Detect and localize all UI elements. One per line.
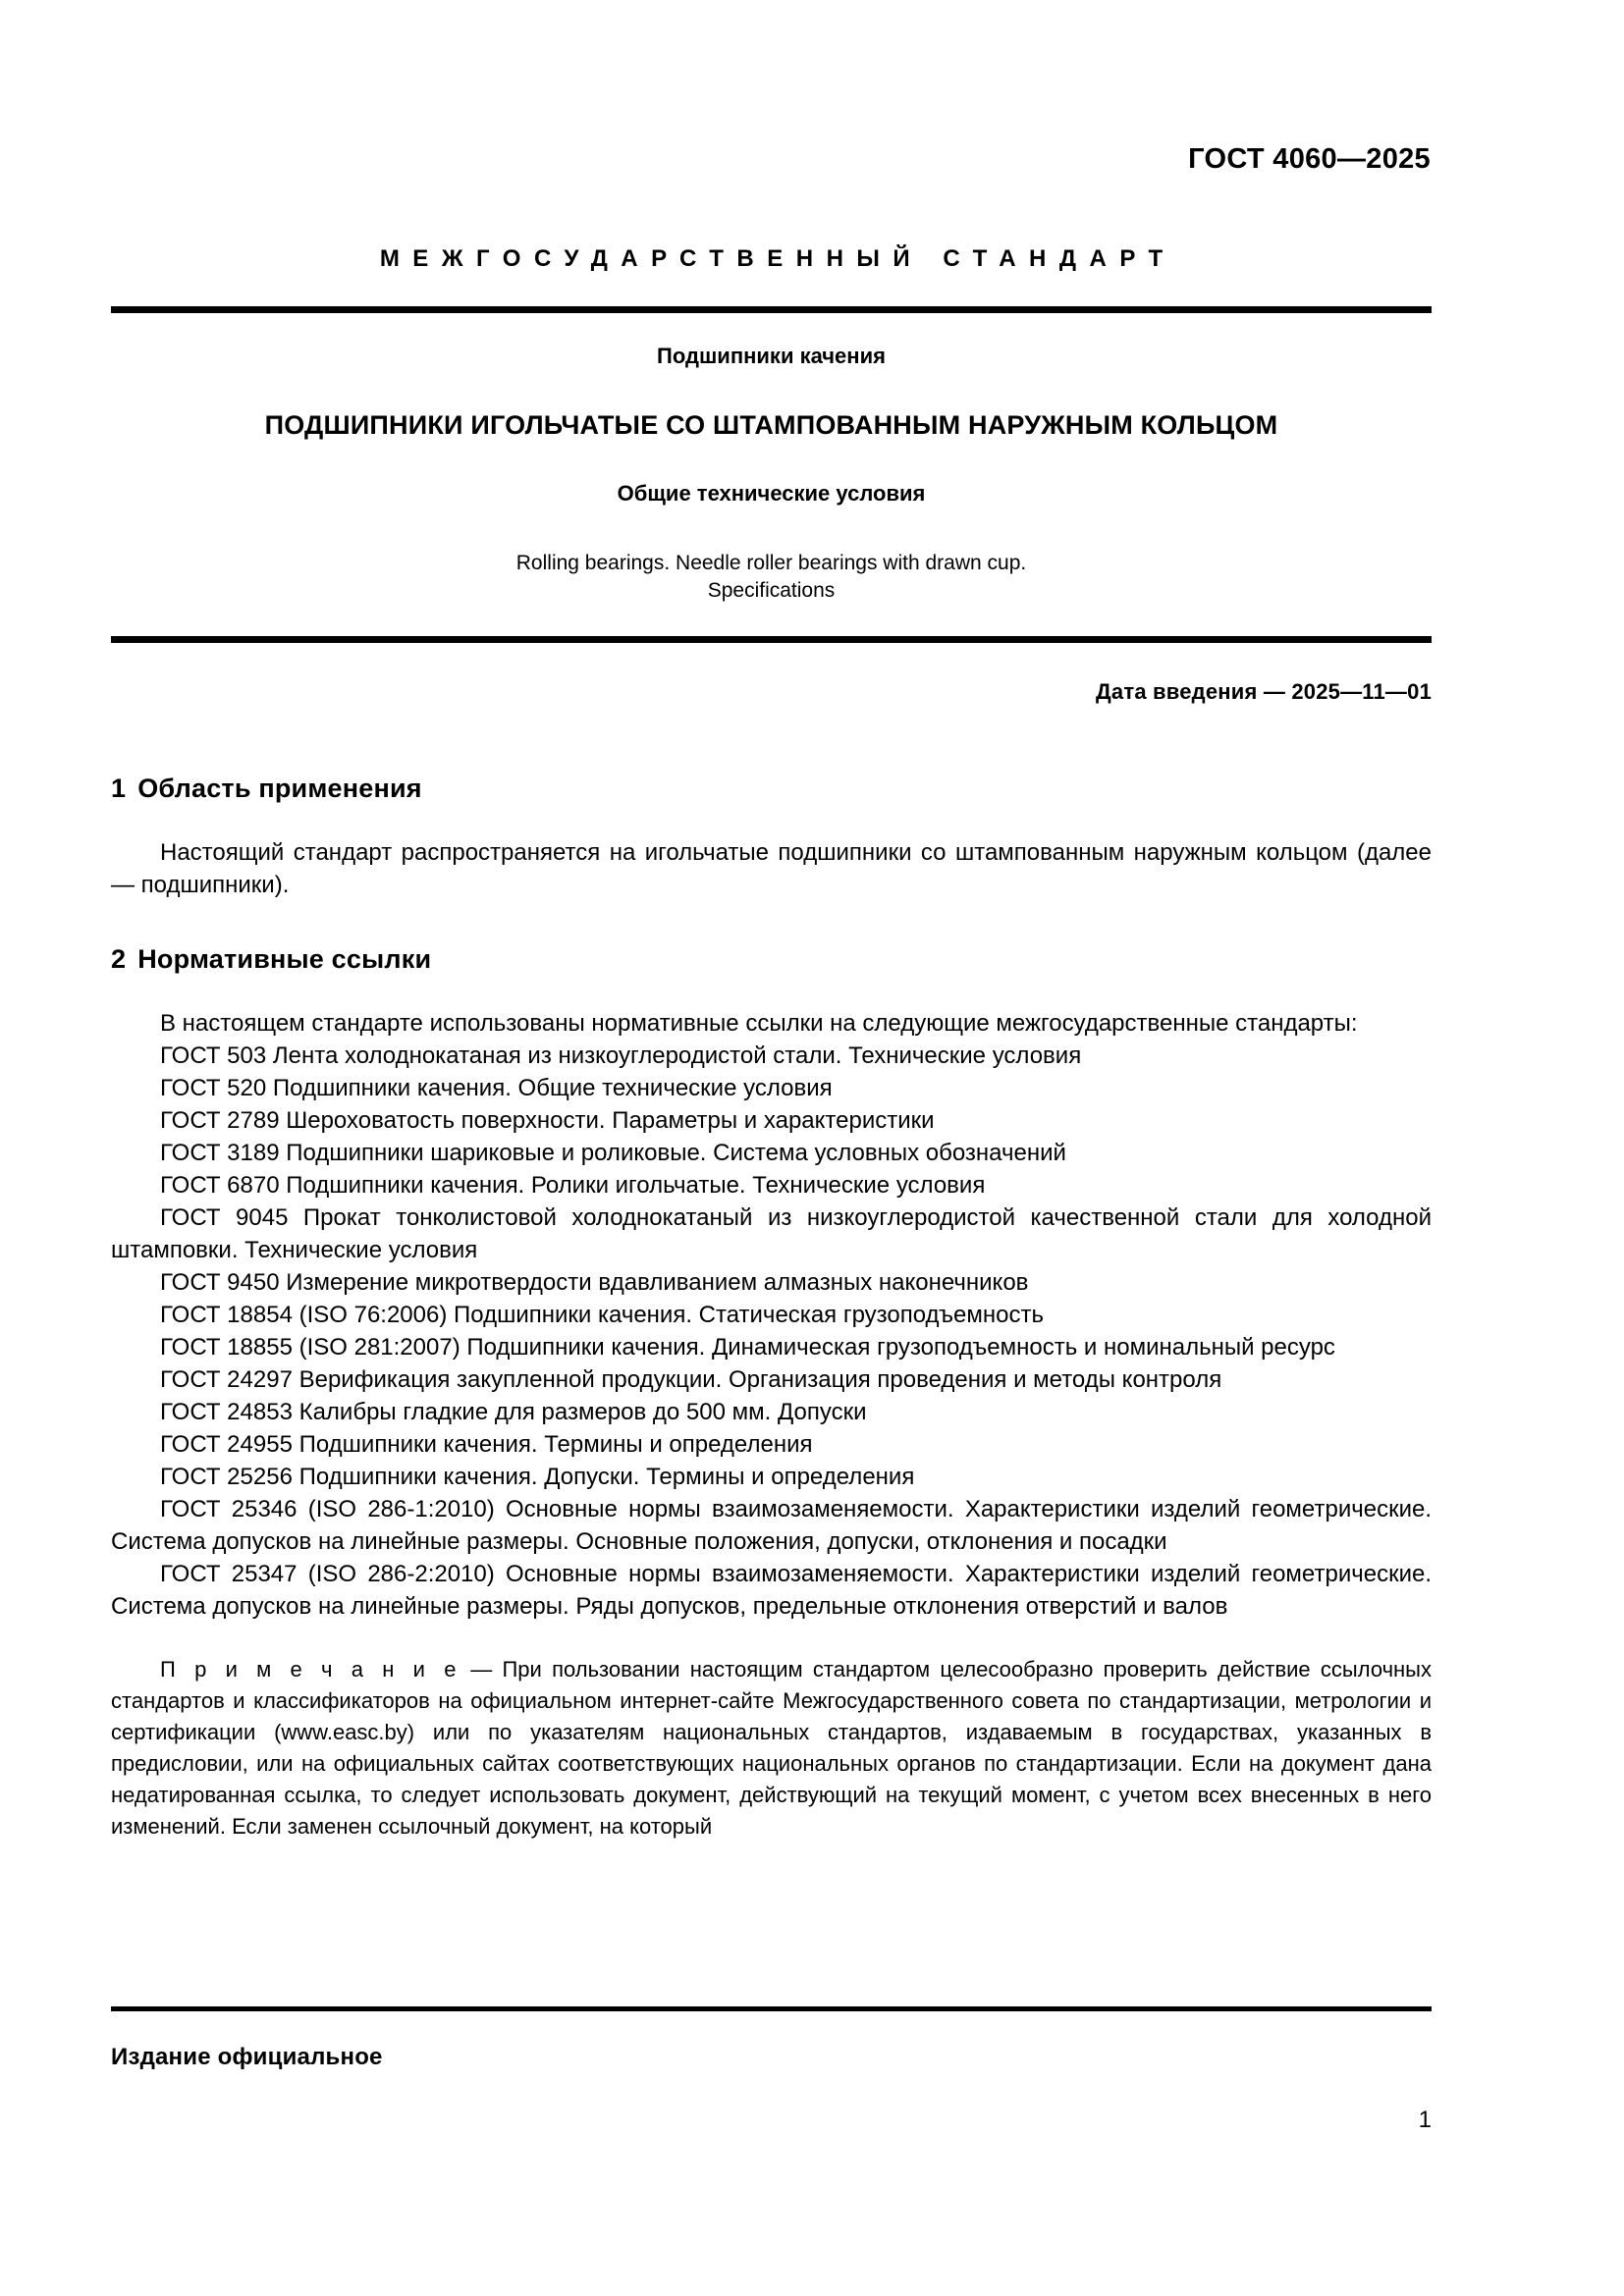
reference-item: ГОСТ 24955 Подшипники качения. Термины и определения [160,1431,813,1458]
reference-item: ГОСТ 25346 (ISO 286-1:2010) Основные нормы взаимозаменяемости. Характеристики изделий геометрические. Система допусков на линейные размеры. Основные положения, допуски, отклонения и посадки [111,1496,1432,1555]
reference-item: ГОСТ 9045 Прокат тонколистовой холоднокатаный из низкоуглеродистой качественной стали для холодной штамповки. Технические условия [111,1204,1432,1263]
spacer [111,1623,1432,1654]
title-english-line2: Specifications [707,578,836,602]
reference-item: ГОСТ 520 Подшипники качения. Общие технические условия [160,1075,833,1101]
introduction-date: Дата введения — 2025—11—01 [1096,679,1432,704]
reference-item: ГОСТ 24297 Верификация закупленной продукции. Организация проведения и методы контроля [160,1366,1222,1393]
spacer [111,802,1432,836]
reference-item: ГОСТ 18855 (ISO 281:2007) Подшипники качения. Динамическая грузоподъемность и номинальный ресурс [160,1334,1335,1361]
spacer [111,901,1432,946]
title-english-line1: Rolling bearings. Needle roller bearings with drawn cup. [515,552,1027,574]
section-title-2: Нормативные ссылки [137,944,432,974]
header-rule-bottom [111,636,1432,643]
title-group: Подшипники качения [657,344,886,368]
page-number: 1 [1418,2107,1432,2133]
standard-number: ГОСТ 4060—2025 [1188,143,1431,175]
scope-paragraph: Настоящий стандарт распространяется на игольчатые подшипники со штампованным наружным кольцом (далее — подшипники). [111,839,1432,898]
reference-item: ГОСТ 3189 Подшипники шариковые и роликовые. Система условных обозначений [160,1140,1066,1166]
spacer [111,973,1432,1007]
reference-item: ГОСТ 24853 Калибры гладкие для размеров до 500 мм. Допуски [160,1399,867,1425]
section-heading-scope [111,775,1432,802]
document-body [111,775,1432,1842]
title-english [111,550,1432,604]
reference-item: ГОСТ 25256 Подшипники качения. Допуски. Термины и определения [160,1464,915,1490]
reference-item: ГОСТ 9450 Измерение микротвердости вдавливанием алмазных наконечников [160,1269,1029,1296]
section-title-1: Область применения [137,774,422,803]
reference-item: ГОСТ 6870 Подшипники качения. Ролики игольчатые. Технические условия [160,1172,986,1199]
note-text: — При пользовании настоящим стандартом целесообразно проверить действие ссылочных стандартов и классификаторов на официальном интернет-сайте Межгосударственного совета по стандартизации, метрологии и сертификации (www.easc.by) или по указателям национальных стандартов, издаваемым в государствах, указанных в предисловии, или на официальных сайтах соответствующих национальных органов по стандартизации. Если на документ дана недатированная ссылка, то следует использовать документ, действующий на текущий момент, с учетом всех внесенных в него изменений. Если заменен ссылочный документ, на который [111,1657,1432,1839]
footer-rule [111,2006,1432,2011]
section-number-2: 2 [111,944,127,974]
reference-item: ГОСТ 2789 Шероховатость поверхности. Параметры и характеристики [160,1107,935,1134]
title-block [111,346,1432,604]
reference-item: ГОСТ 503 Лента холоднокатаная из низкоуглеродистой стали. Технические условия [160,1042,1082,1069]
note-label: П р и м е ч а н и е [160,1657,460,1682]
references-lead: В настоящем стандарте использованы нормативные ссылки на следующие межгосударственные стандарты: [160,1010,1358,1037]
official-edition-label: Издание официальное [111,2044,383,2070]
reference-item: ГОСТ 18854 (ISO 76:2006) Подшипники качения. Статическая грузоподъемность [160,1302,1044,1328]
interstate-standard-label: МЕЖГОСУДАРСТВЕННЫЙ СТАНДАРТ [379,245,1176,272]
header-rule-top [111,306,1432,313]
references-note [111,1654,1432,1842]
title-main: ПОДШИПНИКИ ИГОЛЬЧАТЫЕ СО ШТАМПОВАННЫМ НАРУЖНЫМ КОЛЬЦОМ [264,410,1278,440]
title-subtitle: Общие технические условия [617,481,926,506]
section-heading-references [111,946,1432,973]
section-number-1: 1 [111,774,127,803]
reference-item: ГОСТ 25347 (ISO 286-2:2010) Основные нормы взаимозаменяемости. Характеристики изделий геометрические. Система допусков на линейные размеры. Ряды допусков, предельные отклонения отверстий и валов [111,1561,1432,1620]
